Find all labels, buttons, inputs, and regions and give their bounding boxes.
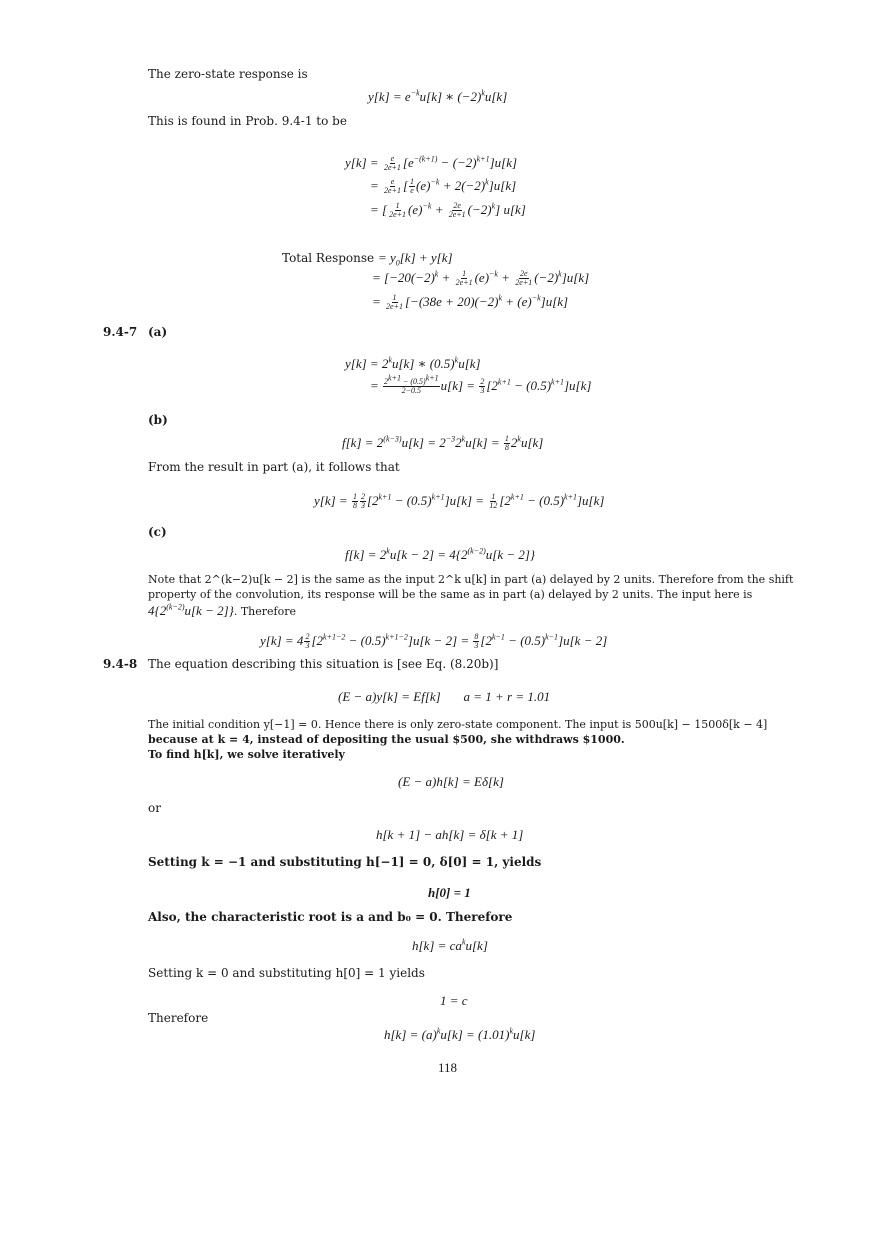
equation-hk-form: $h[k] = ca^ku[k]$	[412, 937, 488, 953]
page-number: 118	[438, 1060, 458, 1075]
total-response-line2: = [$-20(-2)^k$ + $\frac{1}{2e+1}$ $(e)^{-k}$ + $\frac{2e}{2e+1}$ $(-2)^k]u[k]$	[372, 269, 590, 288]
equation-948-impulse: (E − a)h[k] = Eδ[k]	[398, 774, 504, 789]
part-c-note-line3: $4\{2^{(k-2)}u[k - 2]\}$. Therefore	[148, 602, 296, 618]
part-b-text: From the result in part (a), it follows that	[148, 460, 400, 474]
equation-one-equals-c: 1 = c	[440, 993, 468, 1008]
found-in-text: This is found in Prob. 9.4-1 to be	[148, 114, 347, 128]
equation-h0: h[0] = 1	[428, 885, 471, 900]
characteristic-root-text: Also, the characteristic root is a and b₀ = 0. Therefore	[148, 910, 513, 924]
equation-yk-line2: = $\frac{e}{2e+1}$ [ $\frac{1}{e}$ $(e)^{-k} + 2(-2)^k]u[k]$	[370, 177, 517, 196]
equation-hk-final: $h[k] = (a)^ku[k] = (1.01)^ku[k]$	[384, 1026, 536, 1042]
part-c-label: (c)	[148, 525, 167, 539]
problem-948-intro: The equation describing this situation is [see Eq. (8.20b)]	[148, 657, 499, 671]
total-response-label: Total Response = $y_0[k] + y[k]$	[282, 250, 453, 268]
equation-947c: $f[k] = 2^ku[k - 2] = 4\{2^{(k-2)}u[k - 2]\}$	[345, 546, 536, 562]
equation-948-iterative: h[k + 1] − ah[k] = δ[k + 1]	[376, 827, 524, 842]
equation-zero-state: $y[k] = e^{-k}u[k]$ ∗ $(-2)^ku[k]$	[368, 88, 508, 104]
part-a-label: (a)	[148, 325, 168, 339]
initial-condition-line1: The initial condition y[−1] = 0. Hence there is only zero-state component. The input is 500u[k] − 1500δ[k − 4]	[148, 718, 768, 731]
equation-948-difference: (E − a)y[k] = Ef[k] a = 1 + r = 1.01	[338, 689, 551, 704]
equation-947c-result: y[k] = 4 $\frac{2}{3}$ $[2^{k+1-2} - (0.5)^{k+1-2}]u[k - 2]$ = $\frac{8}{3}$ $[2^{k-1} - (0.5)^{k-1}]u[k - 2]$	[260, 632, 608, 651]
equation-yk-line3: = [ $\frac{1}{2e+1}$ $(e)^{-k}$ + $\frac{2e}{2e+1}$ $(-2)^k$] u[k]	[370, 201, 526, 220]
find-h-text: To find h[k], we solve iteratively	[148, 748, 345, 761]
part-c-note-line1: Note that 2^(k−2)u[k − 2] is the same as the input 2^k u[k] in part (a) delayed by 2 units. Therefore from the shift	[148, 573, 794, 586]
part-b-label: (b)	[148, 413, 168, 427]
or-text: or	[148, 801, 161, 815]
setting-k-minus-1-text: Setting k = −1 and substituting h[−1] = 0, δ[0] = 1, yields	[148, 855, 542, 869]
setting-k-0-text: Setting k = 0 and substituting h[0] = 1 yields	[148, 966, 425, 980]
equation-947b-result: y[k] = $\frac{1}{8}$ $\frac{2}{3}$ $[2^{k+1} - (0.5)^{k+1}]u[k]$ = $\frac{1}{12}$ $[2^{k+1} - (0.5)^{k+1}]u[k]$	[314, 492, 605, 511]
problem-number-9-4-7: 9.4-7	[103, 325, 138, 339]
equation-947a-line1: $y[k] = 2^ku[k]$ ∗ $(0.5)^ku[k]$	[345, 355, 481, 371]
zero-state-intro: The zero-state response is	[148, 67, 308, 81]
equation-947b: $f[k] = 2^{(k-3)}u[k] = 2^{-3}2^ku[k]$ = $\frac{1}{8}$ 2$^k$u[k]	[342, 434, 544, 453]
problem-number-9-4-8: 9.4-8	[103, 657, 138, 671]
initial-condition-line2: because at k = 4, instead of depositing the usual $500, she withdraws $1000.	[148, 733, 625, 746]
part-c-note-line2: property of the convolution, its response will be the same as in part (a) delayed by 2 units. The input here is	[148, 588, 753, 601]
equation-yk-line1: y[k] = $\frac{e}{2e+1}$ $[e^{-(k+1)} - (-2)^{k+1}]u[k]$	[345, 154, 518, 173]
equation-947a-line2: = $\frac{2^{k+1} - (0.5)^{k+1}}{2-0.5}$ u[k] = $\frac{2}{3}$ $[2^{k+1} - (0.5)^{k+1}]u[k]$	[370, 373, 592, 396]
therefore-text: Therefore	[148, 1011, 209, 1025]
total-response-line3: = $\frac{1}{2e+1}$ $[-(38e + 20)(-2)^k + (e)^{-k}]u[k]$	[372, 293, 569, 312]
